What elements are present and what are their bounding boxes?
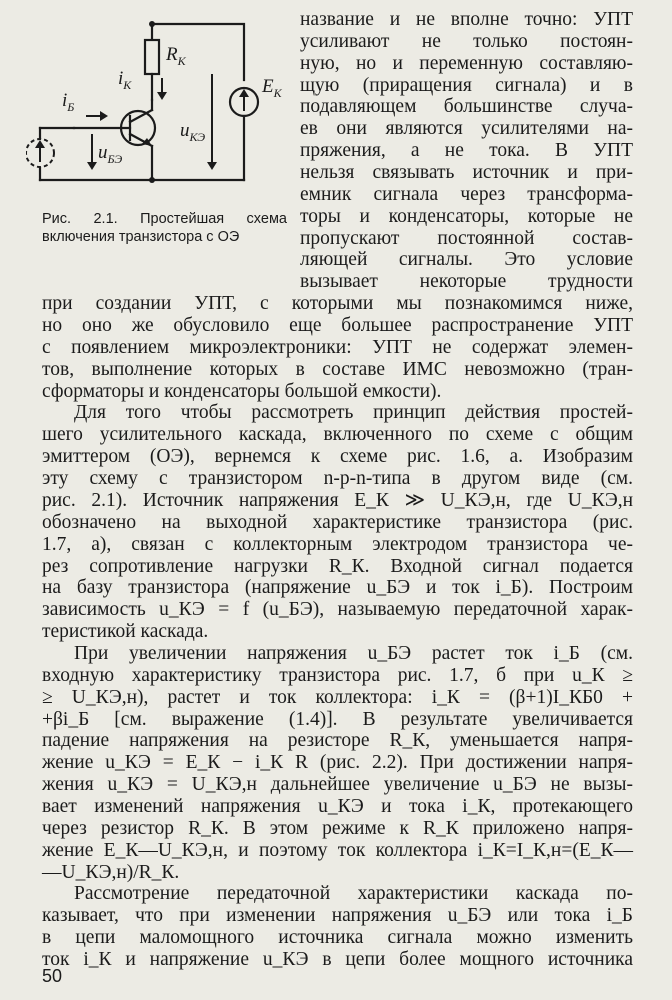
text-line: при создании УПТ, с которыми мы познакомимся ниже, [42,293,633,314]
text-line: жение E_К—U_КЭ,н, и поэтому ток коллектора i_К=I_К,н=(E_К— [42,840,633,861]
text-line: усиливают не только постоян- [300,31,633,52]
text-line: нельзя связывать источник и при- [300,162,633,183]
label-rk: $R_К$ [166,44,186,68]
text-line: —U_КЭ,н)/R_К. [42,862,180,883]
text-line: падение напряжения на резисторе R_К, уменьшается напря- [42,730,633,751]
text-line: эту схему с транзистором n-p-n-типа в другом виде (см. [42,468,633,489]
label-ib: $i_Б$ [62,90,75,114]
text-line: +βi_Б [см. выражение (1.4)]. В результате увеличивается [42,709,633,730]
figure-caption: Рис. 2.1. Простейшая схема включения транзистора с ОЭ [42,211,287,245]
text-line: щую (приращения сигнала) и в [300,75,633,96]
text-line: вает изменений напряжения u_КЭ и тока i_К, протекающего [42,796,633,817]
text-line: ев они являются усилителями на- [300,118,633,139]
text-line: название и не вполне точно: УПТ [300,9,633,30]
text-line: ную, но и переменную составляю- [300,53,633,74]
text-line: пряжения, а не тока. В УПТ [300,140,633,161]
text-line: вызывает некоторые трудности [300,271,633,292]
text-line: 1.7, а), связан с коллекторным электродом транзистора че- [42,534,633,555]
text-line: рез сопротивление нагрузки R_К. Входной сигнал подается [42,556,633,577]
text-line: тов, выполнение которых в составе ИМС невозможно (тран- [42,359,633,380]
text-line: жение u_КЭ = E_К − i_К R (рис. 2.2). При достижении напря- [42,752,633,773]
text-line: казывает, что при изменении напряжения u_БЭ или тока i_Б [42,905,633,926]
label-ukz: $u_{КЭ}$ [180,120,206,144]
text-line: теристикой каскада. [42,621,209,642]
text-line: жения u_КЭ = U_КЭ,н дальнейшее увеличение u_БЭ не вызы- [42,774,633,795]
text-line: торы и конденсаторы, которые не [300,206,633,227]
text-line: ляющей сигналы. Это условие [300,249,633,270]
label-ek: $E_К$ [262,76,282,100]
text-line: ≥ U_КЭ,н), растет и ток коллектора: i_К = (β+1)I_КБ0 + [42,687,633,708]
text-line: обозначено на выходной характеристике транзистора (рис. [42,512,633,533]
text-line: с появлением микроэлектроники: УПТ не содержат элемен- [42,337,633,358]
label-ik: $i_К$ [118,68,132,92]
paragraph-first-line: При увеличении напряжения u_БЭ растет ток i_Б (см. [74,643,633,664]
text-line: пропускают постоянной состав- [300,228,633,249]
text-line: в цепи маломощного источника сигнала можно изменить [42,927,633,948]
text-line: шего усилительного каскада, включенного по схеме с общим [42,424,633,445]
text-line: емник сигнала через трансформа- [300,184,633,205]
paragraph-first-line: Для того чтобы рассмотреть принцип действия простей- [74,402,633,423]
circuit-figure [26,4,296,204]
text-line: но оно же обусловило еще большее распространение УПТ [42,315,633,336]
text-line: эмиттером (ОЭ), вернемся к схеме рис. 1.6, а. Изобразим [42,446,633,467]
label-ube: $u_{БЭ}$ [98,142,123,166]
text-line: ток i_К и напряжение u_КЭ в цепи более мощного источника [42,949,633,970]
text-line: входную характеристику транзистора рис. 1.7, б при u_К ≥ [42,665,633,686]
text-line: рис. 2.1). Источник напряжения E_К ≫ U_КЭ,н, где U_КЭ,н [42,490,633,511]
text-line: зависимость u_КЭ = f (u_БЭ), называемую передаточной харак- [42,599,633,620]
paragraph-first-line: Рассмотрение передаточной характеристики каскада по- [74,883,633,904]
text-line: подавляющем большинстве случа- [300,96,633,117]
text-line: через резистор R_К. В этом режиме к R_К приложено напря- [42,818,633,839]
text-line: на базу транзистора (напряжение u_БЭ и ток i_Б). Построим [42,577,633,598]
page-number: 50 [42,966,63,986]
common-emitter-circuit-diagram [26,4,296,204]
text-line: сформаторы и конденсаторы большой емкости). [42,381,442,402]
